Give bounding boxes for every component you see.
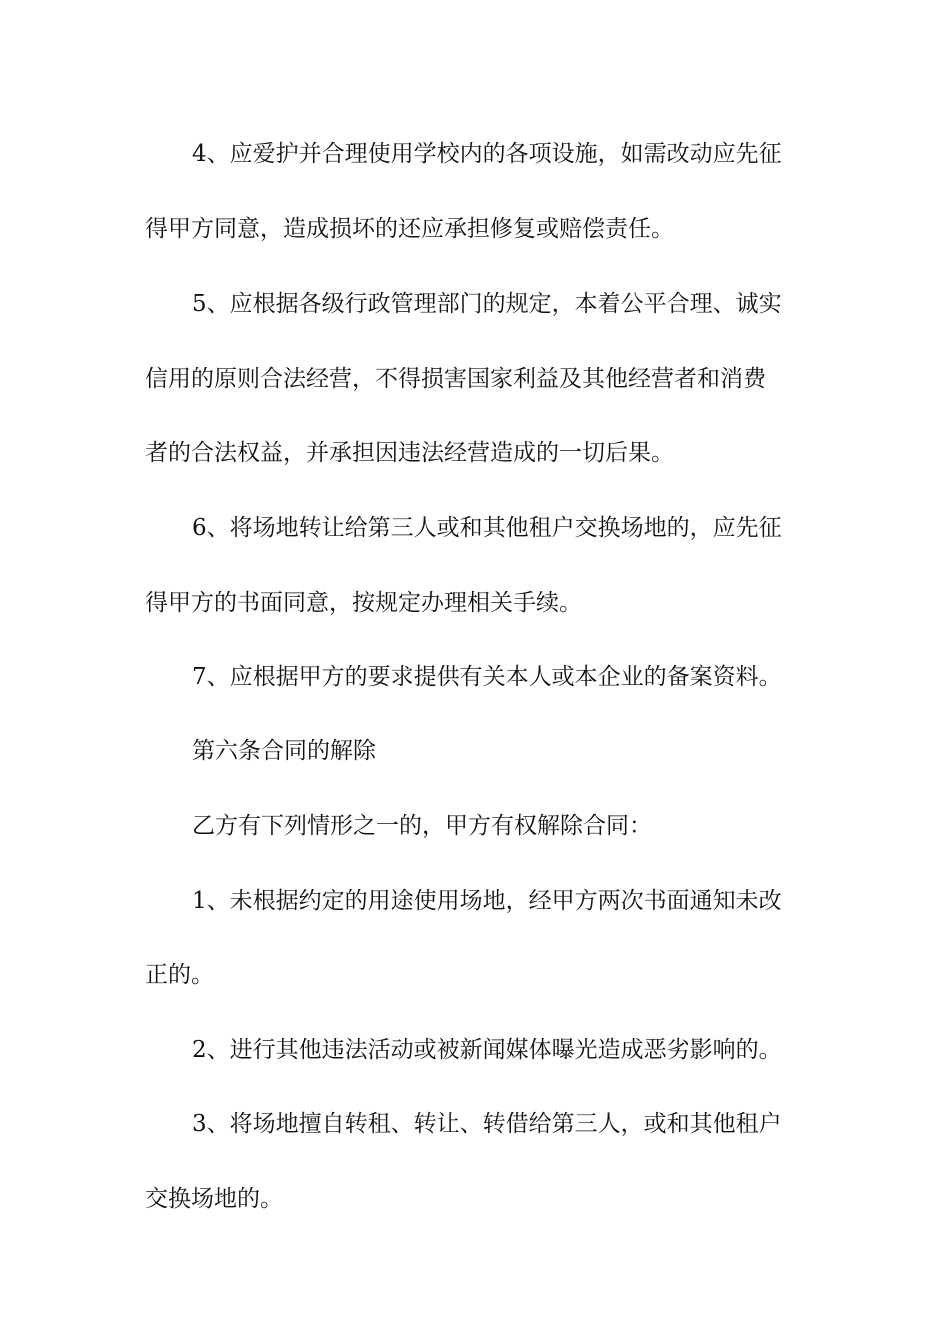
termination-intro: 乙方有下列情形之一的，甲方有权解除合同： [192,813,652,839]
clause-4-line-1: 4、应爱护并合理使用学校内的各项设施，如需改动应先征 [192,141,782,167]
clause-7-line-1: 7、应根据甲方的要求提供有关本人或本企业的备案资料。 [192,664,782,690]
clause-6-line-2: 得甲方的书面同意，按规定办理相关手续。 [145,590,582,616]
clause-5-line-3: 者的合法权益，并承担因违法经营造成的一切后果。 [145,440,674,466]
clause-6-line-1: 6、将场地转让给第三人或和其他租户交换场地的，应先征 [192,515,782,541]
termination-item-3-line-2: 交换场地的。 [145,1186,283,1212]
clause-5-line-1: 5、应根据各级行政管理部门的规定，本着公平合理、诚实 [192,291,782,317]
termination-item-3-line-1: 3、将场地擅自转租、转让、转借给第三人，或和其他租户 [192,1111,782,1137]
termination-item-1-line-1: 1、未根据约定的用途使用场地，经甲方两次书面通知未改 [192,888,782,914]
termination-item-1-line-2: 正的。 [145,962,214,988]
section-heading: 第六条合同的解除 [192,738,376,764]
clause-5-line-2: 信用的原则合法经营，不得损害国家利益及其他经营者和消费 [145,366,766,392]
termination-item-2-line-1: 2、进行其他违法活动或被新闻媒体曝光造成恶劣影响的。 [192,1037,782,1063]
clause-4-line-2: 得甲方同意，造成损坏的还应承担修复或赔偿责任。 [145,216,674,242]
